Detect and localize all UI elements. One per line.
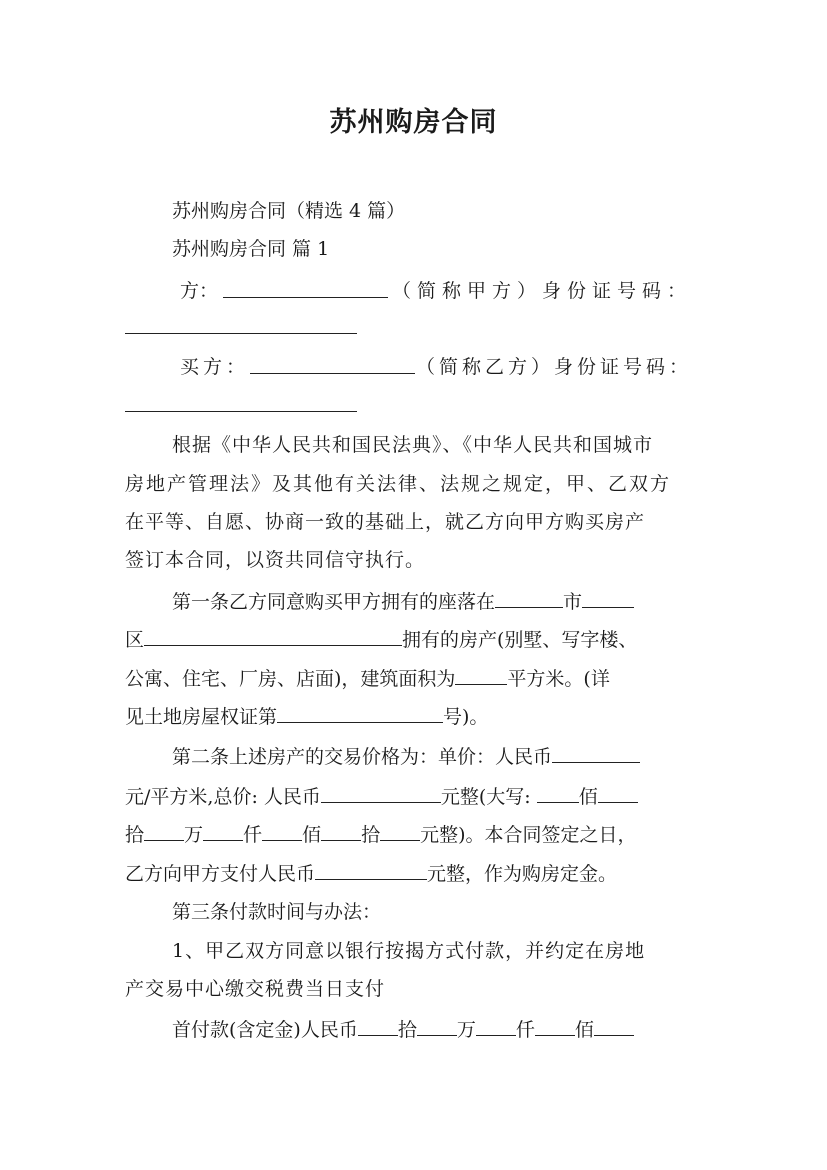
buyer-label: 买方： — [180, 356, 250, 378]
buyer-name-blank — [250, 355, 415, 374]
intro-line-4: 签订本合同，以资共同信守执行。 — [125, 549, 426, 571]
article3-para1-line-1: 1、甲乙双方同意以银行按揭方式付款，并约定在房地 — [172, 940, 646, 962]
article1-line-1: 第一条乙方同意购买甲方拥有的座落在 市 — [172, 589, 752, 614]
article1-line-4: 见土地房屋权证第 号)。 — [125, 706, 489, 728]
article2-line-2: 元/平方米,总价: 人民币 元整(大写: 佰 — [125, 784, 705, 809]
buyer-id-blank — [125, 393, 357, 412]
seller-id-blank — [125, 315, 357, 334]
intro-line-2: 房地产管理法》及其他有关法律、法规之规定，甲、乙双方 — [125, 473, 672, 495]
section-heading: 苏州购房合同 篇 1 — [172, 238, 330, 260]
article3-title: 第三条付款时间与办法： — [172, 901, 382, 923]
document-title: 苏州购房合同 — [329, 107, 498, 138]
article3-para1-line-2: 产交易中心缴交税费当日支付 — [125, 978, 386, 1000]
article2-line-4: 乙方向甲方支付人民币 元整，作为购房定金。 — [125, 863, 618, 885]
buyer-abbr: （简称乙方）身份证号码： — [415, 356, 692, 378]
document-subtitle: 苏州购房合同（精选 4 篇） — [172, 200, 406, 222]
buyer-line — [180, 355, 692, 379]
seller-label: 方： — [180, 280, 219, 302]
buyer-id-line — [125, 393, 705, 418]
intro-line-1: 根据《中华人民共和国民法典》、《中华人民共和国城市 — [172, 434, 654, 456]
seller-id-line — [125, 315, 705, 340]
seller-name-blank — [223, 279, 388, 298]
article2-line-3: 拾 万 仟 佰 拾 元整)。本合同签定之日， — [125, 824, 637, 846]
article3-para2-line-1: 首付款(含定金)人民币 拾 万 仟 佰 — [172, 1017, 752, 1042]
seller-line — [180, 279, 692, 303]
article1-line-3: 公寓、住宅、厂房、店面)，建筑面积为 平方米。(详 — [125, 668, 610, 690]
article1-line-2: 区 拥有的房产(别墅、写字楼、 — [125, 629, 638, 651]
intro-line-3: 在平等、自愿、协商一致的基础上，就乙方向甲方购买房产 — [125, 511, 646, 533]
article2-line-1: 第二条上述房产的交易价格为：单价：人民币 — [172, 744, 752, 769]
seller-abbr: （简称甲方）身份证号码： — [391, 280, 692, 302]
